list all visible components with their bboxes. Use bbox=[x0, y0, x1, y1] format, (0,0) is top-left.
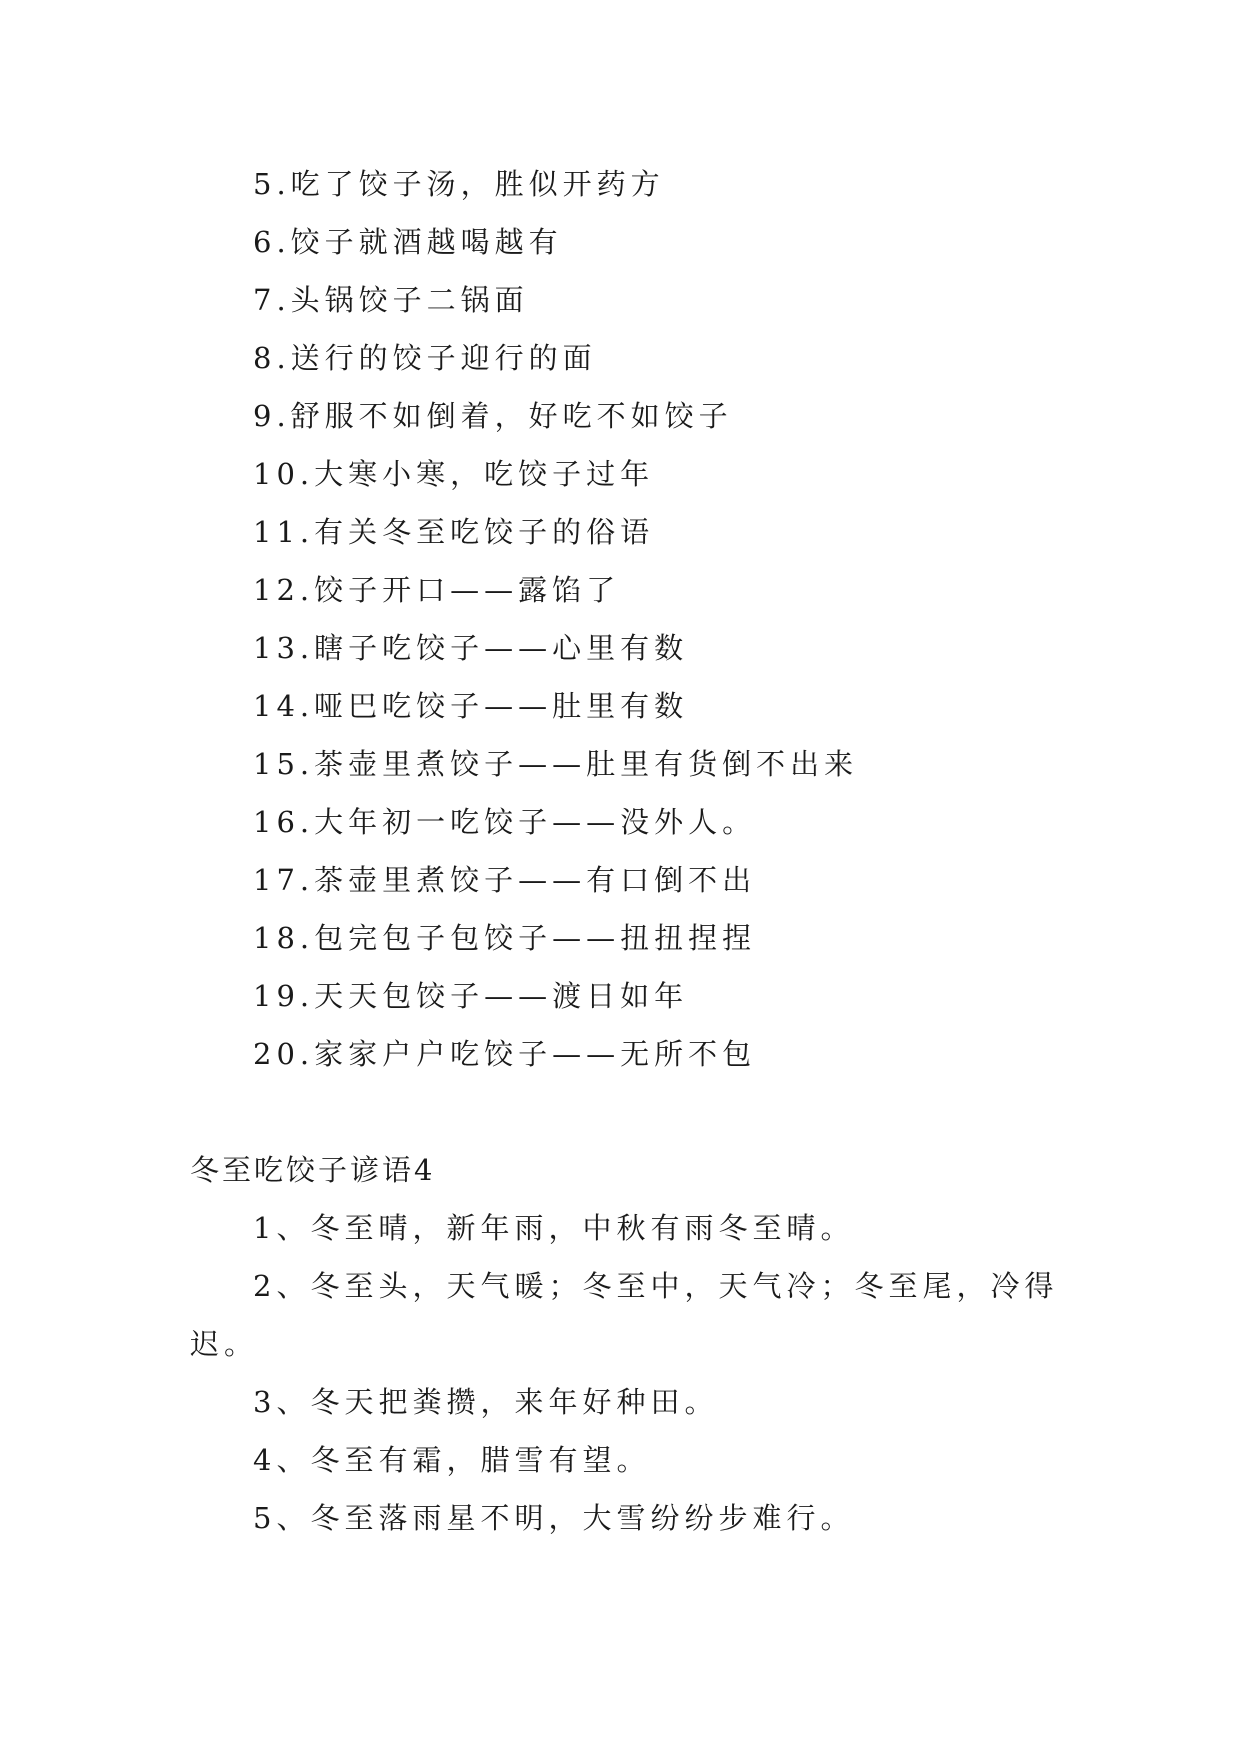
list-item: 14.哑巴吃饺子——肚里有数 bbox=[253, 689, 689, 723]
list-item: 3、冬天把粪攒，来年好种田。 bbox=[253, 1385, 719, 1419]
list-item: 18.包完包子包饺子——扭扭捏捏 bbox=[253, 921, 757, 955]
list-item: 12.饺子开口——露馅了 bbox=[253, 573, 621, 607]
list-item: 2、冬至头，天气暖；冬至中，天气冷；冬至尾，冷得 bbox=[253, 1269, 1059, 1303]
list-item: 4、冬至有霜，腊雪有望。 bbox=[253, 1443, 651, 1477]
list-item: 11.有关冬至吃饺子的俗语 bbox=[253, 515, 655, 549]
list-item: 19.天天包饺子——渡日如年 bbox=[253, 979, 689, 1013]
list-item: 15.茶壶里煮饺子——肚里有货倒不出来 bbox=[253, 747, 859, 781]
list-item-continuation: 迟。 bbox=[190, 1327, 259, 1361]
list-item: 1、冬至晴，新年雨，中秋有雨冬至晴。 bbox=[253, 1211, 855, 1245]
list-item: 5、冬至落雨星不明，大雪纷纷步难行。 bbox=[253, 1501, 855, 1535]
list-item: 10.大寒小寒，吃饺子过年 bbox=[253, 457, 655, 491]
list-item: 5.吃了饺子汤，胜似开药方 bbox=[253, 167, 665, 201]
list-item: 17.茶壶里煮饺子——有口倒不出 bbox=[253, 863, 757, 897]
list-item: 7.头锅饺子二锅面 bbox=[253, 283, 529, 317]
list-item: 6.饺子就酒越喝越有 bbox=[253, 225, 563, 259]
list-item: 20.家家户户吃饺子——无所不包 bbox=[253, 1037, 757, 1071]
list-item: 8.送行的饺子迎行的面 bbox=[253, 341, 597, 375]
list-item: 16.大年初一吃饺子——没外人。 bbox=[253, 805, 757, 839]
section-title: 冬至吃饺子谚语4 bbox=[190, 1153, 436, 1187]
list-item: 13.瞎子吃饺子——心里有数 bbox=[253, 631, 689, 665]
list-item: 9.舒服不如倒着，好吃不如饺子 bbox=[253, 399, 733, 433]
